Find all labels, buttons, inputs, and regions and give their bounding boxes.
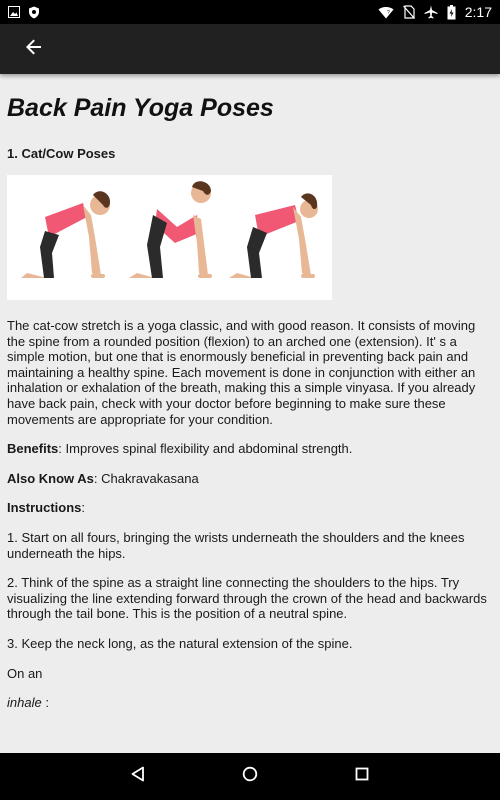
nav-home-button[interactable] [235, 762, 265, 792]
nav-recents-button[interactable] [347, 762, 377, 792]
arrow-back-icon [26, 39, 42, 60]
on-an-text: On an [7, 665, 43, 681]
cat-cow-poses-image [7, 175, 332, 300]
benefits-line [7, 441, 493, 457]
section-heading: 1. Cat/Cow Poses [7, 146, 116, 161]
article-content[interactable] [0, 74, 500, 753]
app-bar [0, 24, 500, 74]
airplane-icon [424, 5, 438, 19]
instruction-step: 2. Think of the spine as a straight line connecting the shoulders to the hips. Try visualizing the line extending forward through the crown of the head and backwards through the tail bone. This is the position of a neutral spine. [7, 575, 487, 622]
battery-icon [447, 5, 456, 20]
benefits-label: Benefits [7, 441, 59, 457]
instructions-line [7, 500, 493, 516]
instruction-step: 1. Start on all fours, bringing the wrists underneath the shoulders and the knees underneath the hips. [7, 529, 465, 561]
shield-icon [28, 6, 40, 19]
home-circle-icon [242, 766, 258, 787]
image-icon [8, 6, 20, 18]
instruction-step: 3. Keep the neck long, as the natural extension of the spine. [7, 635, 353, 651]
nav-back-button[interactable] [123, 762, 153, 792]
instructions-label: Instructions [7, 500, 82, 516]
intro-paragraph: The cat-cow stretch is a yoga classic, and with good reason. It consists of moving the spine from a rounded position (flexion) to an arched one (extension). It' s a simple motion, but one that is enormously beneficial in preventing back pain and maintaining a healthy spine. Each movement is done in conjunction with either an inhalation or exhalation of the breath, making this a simple vinyasa. If you already have back pain, check with your doctor before beginning to make sure these movements are appropriate for your condition. [7, 318, 476, 427]
inhale-line [7, 695, 493, 711]
aka-label: Also Know As [7, 470, 94, 486]
recents-square-icon [355, 767, 369, 786]
back-button[interactable] [22, 37, 46, 61]
no-sim-icon [403, 5, 415, 19]
inhale-colon: : [41, 695, 49, 711]
inhale-text: inhale [7, 695, 42, 711]
aka-line [7, 471, 493, 487]
benefits-text: : Improves spinal flexibility and abdominal strength. [58, 441, 353, 457]
navigation-bar [0, 753, 500, 800]
instructions-colon: : [81, 500, 86, 516]
page-title: Back Pain Yoga Poses [7, 94, 274, 122]
svg-text:?: ? [386, 9, 390, 16]
status-bar [0, 0, 500, 24]
status-time: 2:17 [464, 4, 492, 20]
back-triangle-icon [130, 766, 146, 787]
aka-text: : Chakravakasana [93, 470, 199, 486]
wifi-icon [378, 6, 394, 19]
